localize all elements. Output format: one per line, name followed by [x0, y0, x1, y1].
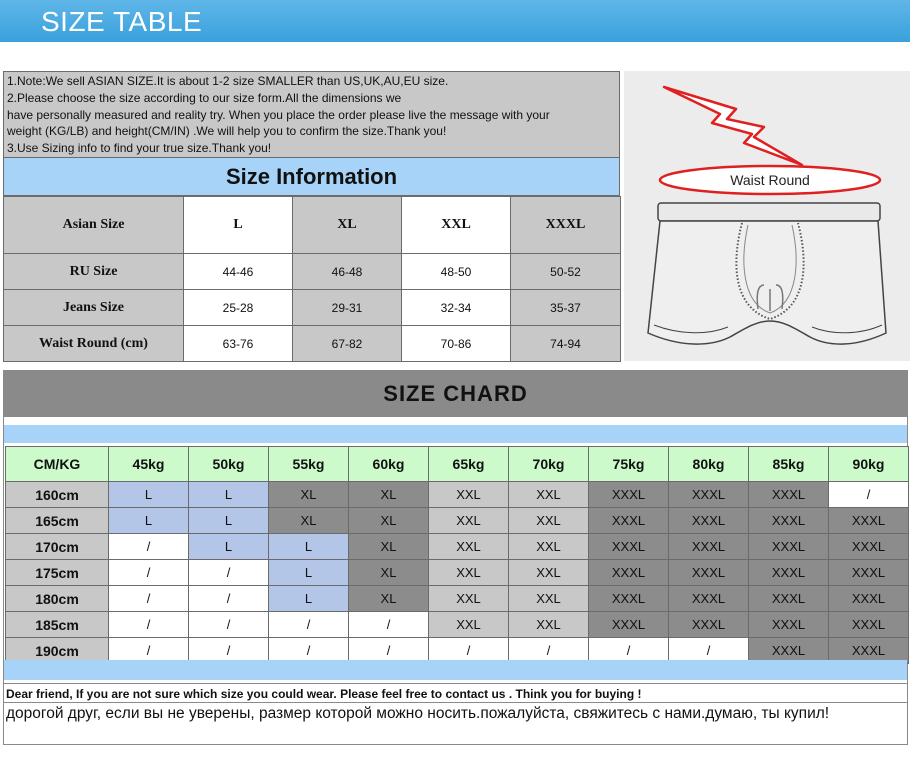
- note-line: 2.Please choose the size according to our size form.All the dimensions we: [7, 90, 402, 105]
- height-label: 165cm: [6, 508, 109, 534]
- note-line: have personally measured and reality try. When you place the order please live the message with your: [7, 107, 550, 122]
- size-cell: L: [109, 508, 189, 534]
- size-information-table: [3, 196, 621, 362]
- weight-header: 50kg: [189, 447, 269, 482]
- size-cell: XL: [349, 508, 429, 534]
- row-label: Waist Round (cm): [4, 326, 184, 362]
- size-cell: /: [109, 534, 189, 560]
- size-cell: 35-37: [511, 290, 621, 326]
- size-cell: 50-52: [511, 254, 621, 290]
- size-cell: XXXL: [829, 612, 909, 638]
- size-cell: XXL: [429, 508, 509, 534]
- size-cell: /: [189, 586, 269, 612]
- table-row: [6, 508, 909, 534]
- size-cell: L: [269, 534, 349, 560]
- table-row: [4, 254, 621, 290]
- size-cell: XXL: [509, 586, 589, 612]
- row-label: Asian Size: [4, 197, 184, 254]
- size-cell: /: [509, 638, 589, 664]
- page-title: SIZE TABLE: [41, 6, 203, 37]
- size-cell: /: [429, 638, 509, 664]
- size-cell: L: [189, 508, 269, 534]
- size-cell: L: [269, 560, 349, 586]
- lightning-icon: [664, 87, 802, 165]
- size-cell: XXXL: [749, 586, 829, 612]
- size-cell: /: [349, 638, 429, 664]
- table-row: [6, 612, 909, 638]
- blue-band: [4, 660, 907, 680]
- table-row: [4, 197, 621, 254]
- header-banner: [0, 0, 910, 42]
- footer-english: Dear friend, If you are not sure which size you could wear. Please feel free to contact us . Think you for buying !: [4, 683, 907, 703]
- size-cell: XL: [269, 482, 349, 508]
- size-cell: XXL: [429, 612, 509, 638]
- row-label: Jeans Size: [4, 290, 184, 326]
- size-cell: XXXL: [829, 560, 909, 586]
- size-cell: XXL: [402, 197, 511, 254]
- note-line: 1.Note:We sell ASIAN SIZE.It is about 1-2 size SMALLER than US,UK,AU,EU size.: [7, 74, 449, 88]
- size-cell: 44-46: [184, 254, 293, 290]
- size-cell: XXXL: [669, 534, 749, 560]
- row-label: RU Size: [4, 254, 184, 290]
- size-cell: L: [184, 197, 293, 254]
- weight-header: 60kg: [349, 447, 429, 482]
- size-cell: 70-86: [402, 326, 511, 362]
- table-row: [6, 560, 909, 586]
- size-cell: 67-82: [293, 326, 402, 362]
- size-cell: XL: [349, 586, 429, 612]
- size-chart-section: [3, 370, 908, 745]
- weight-header-row: [6, 447, 909, 482]
- weight-header: 90kg: [829, 447, 909, 482]
- size-cell: /: [109, 638, 189, 664]
- size-cell: L: [189, 482, 269, 508]
- table-row: [4, 326, 621, 362]
- size-cell: XXXL: [589, 586, 669, 612]
- size-cell: XXL: [429, 482, 509, 508]
- size-cell: L: [269, 586, 349, 612]
- size-cell: /: [109, 560, 189, 586]
- size-cell: /: [109, 612, 189, 638]
- height-label: 160cm: [6, 482, 109, 508]
- corner-label: CM/KG: [6, 447, 109, 482]
- size-cell: L: [109, 482, 189, 508]
- size-cell: 48-50: [402, 254, 511, 290]
- size-cell: XXXL: [669, 612, 749, 638]
- size-cell: /: [669, 638, 749, 664]
- waistband: [658, 203, 880, 221]
- size-cell: XXL: [509, 560, 589, 586]
- size-cell: XXXL: [669, 586, 749, 612]
- footer-russian: дорогой друг, если вы не уверены, размер которой можно носить.пожалуйста, свяжитесь с нами.думаю, ты купил!: [6, 705, 830, 722]
- size-cell: XL: [349, 560, 429, 586]
- size-information-title: Size Information: [3, 158, 620, 196]
- weight-header: 80kg: [669, 447, 749, 482]
- size-chart-body: [6, 482, 909, 664]
- table-row: [4, 290, 621, 326]
- size-cell: 32-34: [402, 290, 511, 326]
- height-label: 170cm: [6, 534, 109, 560]
- weight-header: 75kg: [589, 447, 669, 482]
- note-line: weight (KG/LB) and height(CM/IN) .We will help you to confirm the size.Thank you!: [7, 124, 447, 139]
- size-cell: /: [189, 612, 269, 638]
- size-chart-table: [5, 446, 909, 664]
- size-cell: XL: [269, 508, 349, 534]
- size-cell: XXXL: [589, 560, 669, 586]
- height-label: 175cm: [6, 560, 109, 586]
- size-cell: 29-31: [293, 290, 402, 326]
- waist-round-label: Waist Round: [730, 172, 810, 188]
- size-cell: XXL: [509, 612, 589, 638]
- size-cell: /: [829, 482, 909, 508]
- size-cell: 74-94: [511, 326, 621, 362]
- weight-header: 65kg: [429, 447, 509, 482]
- table-row: [6, 534, 909, 560]
- size-cell: XXXL: [669, 482, 749, 508]
- size-cell: XXXL: [749, 534, 829, 560]
- size-cell: XXXL: [589, 508, 669, 534]
- size-cell: XXXL: [511, 197, 621, 254]
- weight-header: 70kg: [509, 447, 589, 482]
- size-cell: /: [589, 638, 669, 664]
- size-cell: XXL: [509, 534, 589, 560]
- size-cell: 63-76: [184, 326, 293, 362]
- size-cell: /: [189, 560, 269, 586]
- weight-header: 55kg: [269, 447, 349, 482]
- size-cell: XXXL: [829, 534, 909, 560]
- underwear-illustration: [624, 71, 910, 361]
- size-cell: XL: [349, 482, 429, 508]
- size-cell: /: [109, 586, 189, 612]
- weight-header: 45kg: [109, 447, 189, 482]
- size-cell: XXXL: [589, 612, 669, 638]
- size-cell: XXXL: [749, 612, 829, 638]
- size-cell: XXL: [429, 534, 509, 560]
- size-cell: XXXL: [749, 560, 829, 586]
- size-cell: 46-48: [293, 254, 402, 290]
- size-cell: XXXL: [589, 482, 669, 508]
- weight-header: 85kg: [749, 447, 829, 482]
- table-row: [6, 482, 909, 508]
- size-cell: XXXL: [829, 586, 909, 612]
- size-cell: /: [189, 638, 269, 664]
- brief-body: [648, 221, 886, 344]
- size-cell: XXL: [509, 508, 589, 534]
- size-cell: /: [269, 612, 349, 638]
- size-cell: XXXL: [669, 508, 749, 534]
- size-notes: [3, 71, 620, 158]
- height-label: 185cm: [6, 612, 109, 638]
- note-line: 3.Use Sizing info to find your true size.Thank you!: [7, 141, 272, 156]
- size-cell: XXXL: [749, 482, 829, 508]
- size-cell: XXL: [509, 482, 589, 508]
- size-cell: /: [349, 612, 429, 638]
- size-cell: L: [189, 534, 269, 560]
- size-chart-title: SIZE CHARD: [4, 371, 907, 417]
- size-cell: XXL: [429, 586, 509, 612]
- size-cell: 25-28: [184, 290, 293, 326]
- size-cell: XXXL: [829, 638, 909, 664]
- size-cell: XL: [293, 197, 402, 254]
- blue-band: [4, 425, 907, 443]
- size-cell: XL: [349, 534, 429, 560]
- size-cell: XXXL: [669, 560, 749, 586]
- size-cell: XXXL: [829, 508, 909, 534]
- size-cell: /: [269, 638, 349, 664]
- table-row: [6, 586, 909, 612]
- waist-diagram: [624, 71, 910, 361]
- height-label: 190cm: [6, 638, 109, 664]
- size-cell: XXXL: [749, 508, 829, 534]
- size-cell: XXL: [429, 560, 509, 586]
- size-cell: XXXL: [589, 534, 669, 560]
- size-cell: XXXL: [749, 638, 829, 664]
- height-label: 180cm: [6, 586, 109, 612]
